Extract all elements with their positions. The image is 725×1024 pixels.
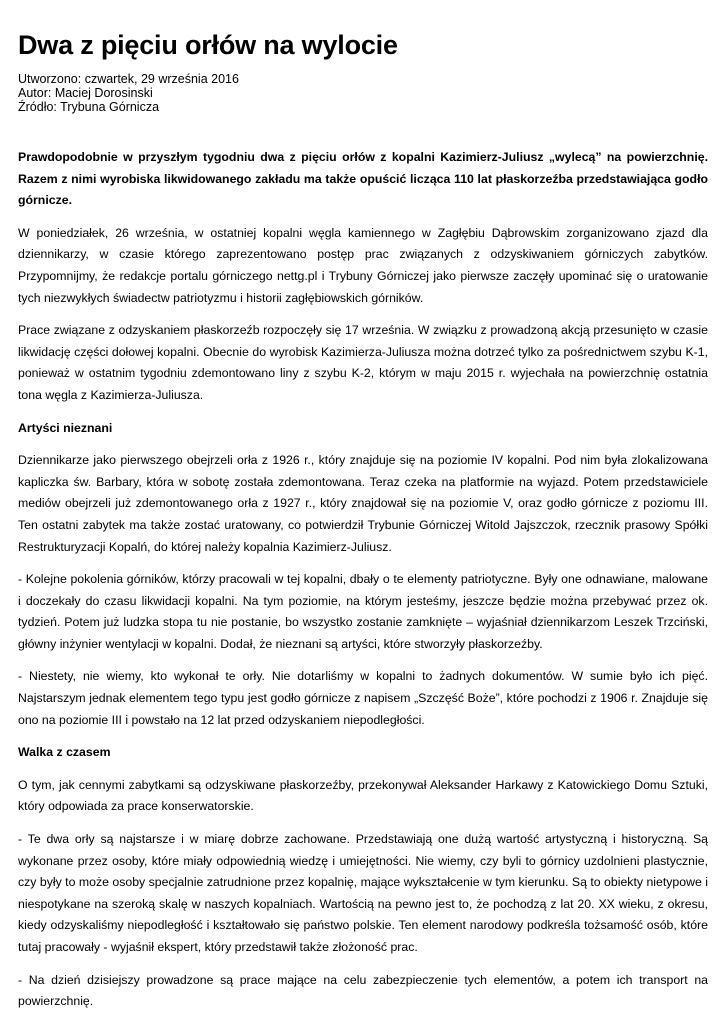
paragraph: Prace związane z odzyskaniem płaskorzeźb rozpoczęły się 17 września. W związku z prowadzoną akcją przesunięto w czasie likwidację części dołowej kopalni. Obecnie do wyrobisk Kazimierza-Juliusza można dotrzeć tylko za pośrednictwem szybu K-1, ponieważ w ostatnim tygodniu zdemontowano liny z szybu K-2, którym w maju 2015 r. wyjechała na powierzchnię ostatnia tona węgla z Kazimierza-Juliusza.	[18, 323, 708, 402]
paragraph: - Niestety, nie wiemy, kto wykonał te orły. Nie dotarliśmy w kopalni to żadnych dokumentów. W sumie było ich pięć. Najstarszym jednak elementem tego typu jest godło górnicze z napisem „Szczęść Boże”, które pochodzi z 1906 r. Znajduje się ono na poziomie III i powstało na 12 lat przed odzyskaniem niepodległości.	[18, 669, 708, 727]
article-meta	[18, 72, 239, 114]
created-date: Utworzono: czwartek, 29 września 2016	[18, 72, 239, 86]
source: Źródło: Trybuna Górnicza	[18, 100, 160, 114]
article-title: Dwa z pięciu orłów na wylocie	[18, 30, 398, 60]
paragraph: Dziennikarze jako pierwszego obejrzeli orła z 1926 r., który znajduje się na poziomie IV kopalni. Pod nim była zlokalizowana kapliczka św. Barbary, która w sobotę została zdemontowana. Teraz czeka na platformie na wyjazd. Potem przedstawiciele mediów obejrzeli już zdemontowanego orła z 1927 r., który znajdował się na poziomie V, oraz godło górnicze z poziomu III. Ten ostatni zabytek ma także zostać uratowany, co potwierdził Trybunie Górniczej Witold Jajszczok, rzecznik prasowy Spółki Restrukturyzacji Kopalń, do której należy kopalnia Kazimierz-Juliusz.	[18, 453, 708, 554]
article-body	[18, 147, 708, 1024]
paragraph: W poniedziałek, 26 września, w ostatniej kopalni węgla kamiennego w Zagłębiu Dąbrowskim zorganizowano zjazd dla dziennikarzy, w czasie którego zaprezentowano postęp prac związanych z odzyskiwaniem górniczych zabytków. Przypomnijmy, że redakcje portalu górniczego nettg.pl i Trybuny Górniczej jako pierwsze zaczęły upominać się o uratowanie tych niezwykłych świadectw patriotyzmu i historii zagłębiowskich górników.	[18, 225, 708, 305]
paragraph: - Na dzień dzisiejszy prowadzone są prace mające na celu zabezpieczenie tych elementów, a potem ich transport na powierzchnię.	[18, 972, 708, 1009]
paragraph: O tym, jak cennymi zabytkami są odzyskiwane płaskorzeźby, przekonywał Aleksander Harkawy z Katowickiego Domu Sztuki, który odpowiada za prace konserwatorskie.	[18, 777, 708, 814]
paragraph: - Te dwa orły są najstarsze i w miarę dobrze zachowane. Przedstawiają one dużą wartość artystyczną i historyczną. Są wykonane przez osoby, które miały odpowiednią wiedzę i umiejętności. Nie wiemy, czy byli to górnicy uzdolnieni plastycznie, czy były to może osoby specjalnie zatrudnione przez kopalnię, mające wykształcenie w tym kierunku. Są to obiekty nietypowe i niespotykane na szeroką skalę w naszych kopalniach. Wartością na pewno jest to, że pochodzą z lat 20. XX wieku, z okresu, kiedy odzyskaliśmy niepodległość i kształtowało się państwo polskie. Ten element narodowy podkreśla tożsamość osób, które tutaj pracowały - wyjaśnił ekspert, który przedstawił także złożoność prac.	[18, 832, 708, 954]
lead-paragraph: Prawdopodobnie w przyszłym tygodniu dwa z pięciu orłów z kopalni Kazimierz-Juliusz „wylecą” na powierzchnię. Razem z nimi wyrobiska likwidowanego zakładu ma także opuścić licząca 110 lat płaskorzeźba przedstawiająca godło górnicze.	[18, 150, 708, 208]
paragraph: - Kolejne pokolenia górników, którzy pracowali w tej kopalni, dbały o te elementy patriotyczne. Były one odnawiane, malowane i doczekały do czasu likwidacji kopalni. Na tym poziomie, na którym jesteśmy, jeszcze będzie można przebywać przez ok. tydzień. Potem już ludzka stopa tu nie postanie, bo wszystko zostanie zamknięte – wyjaśniał dziennikarzom Leszek Trzciński, główny inżynier wentylacji w kopalni. Dodał, że nieznani są artyści, które stworzyły płaskorzeźby.	[18, 572, 708, 651]
author: Autor: Maciej Dorosinski	[18, 86, 153, 100]
section-heading: Walka z czasem	[18, 745, 111, 760]
section-heading: Artyści nieznani	[18, 420, 113, 435]
